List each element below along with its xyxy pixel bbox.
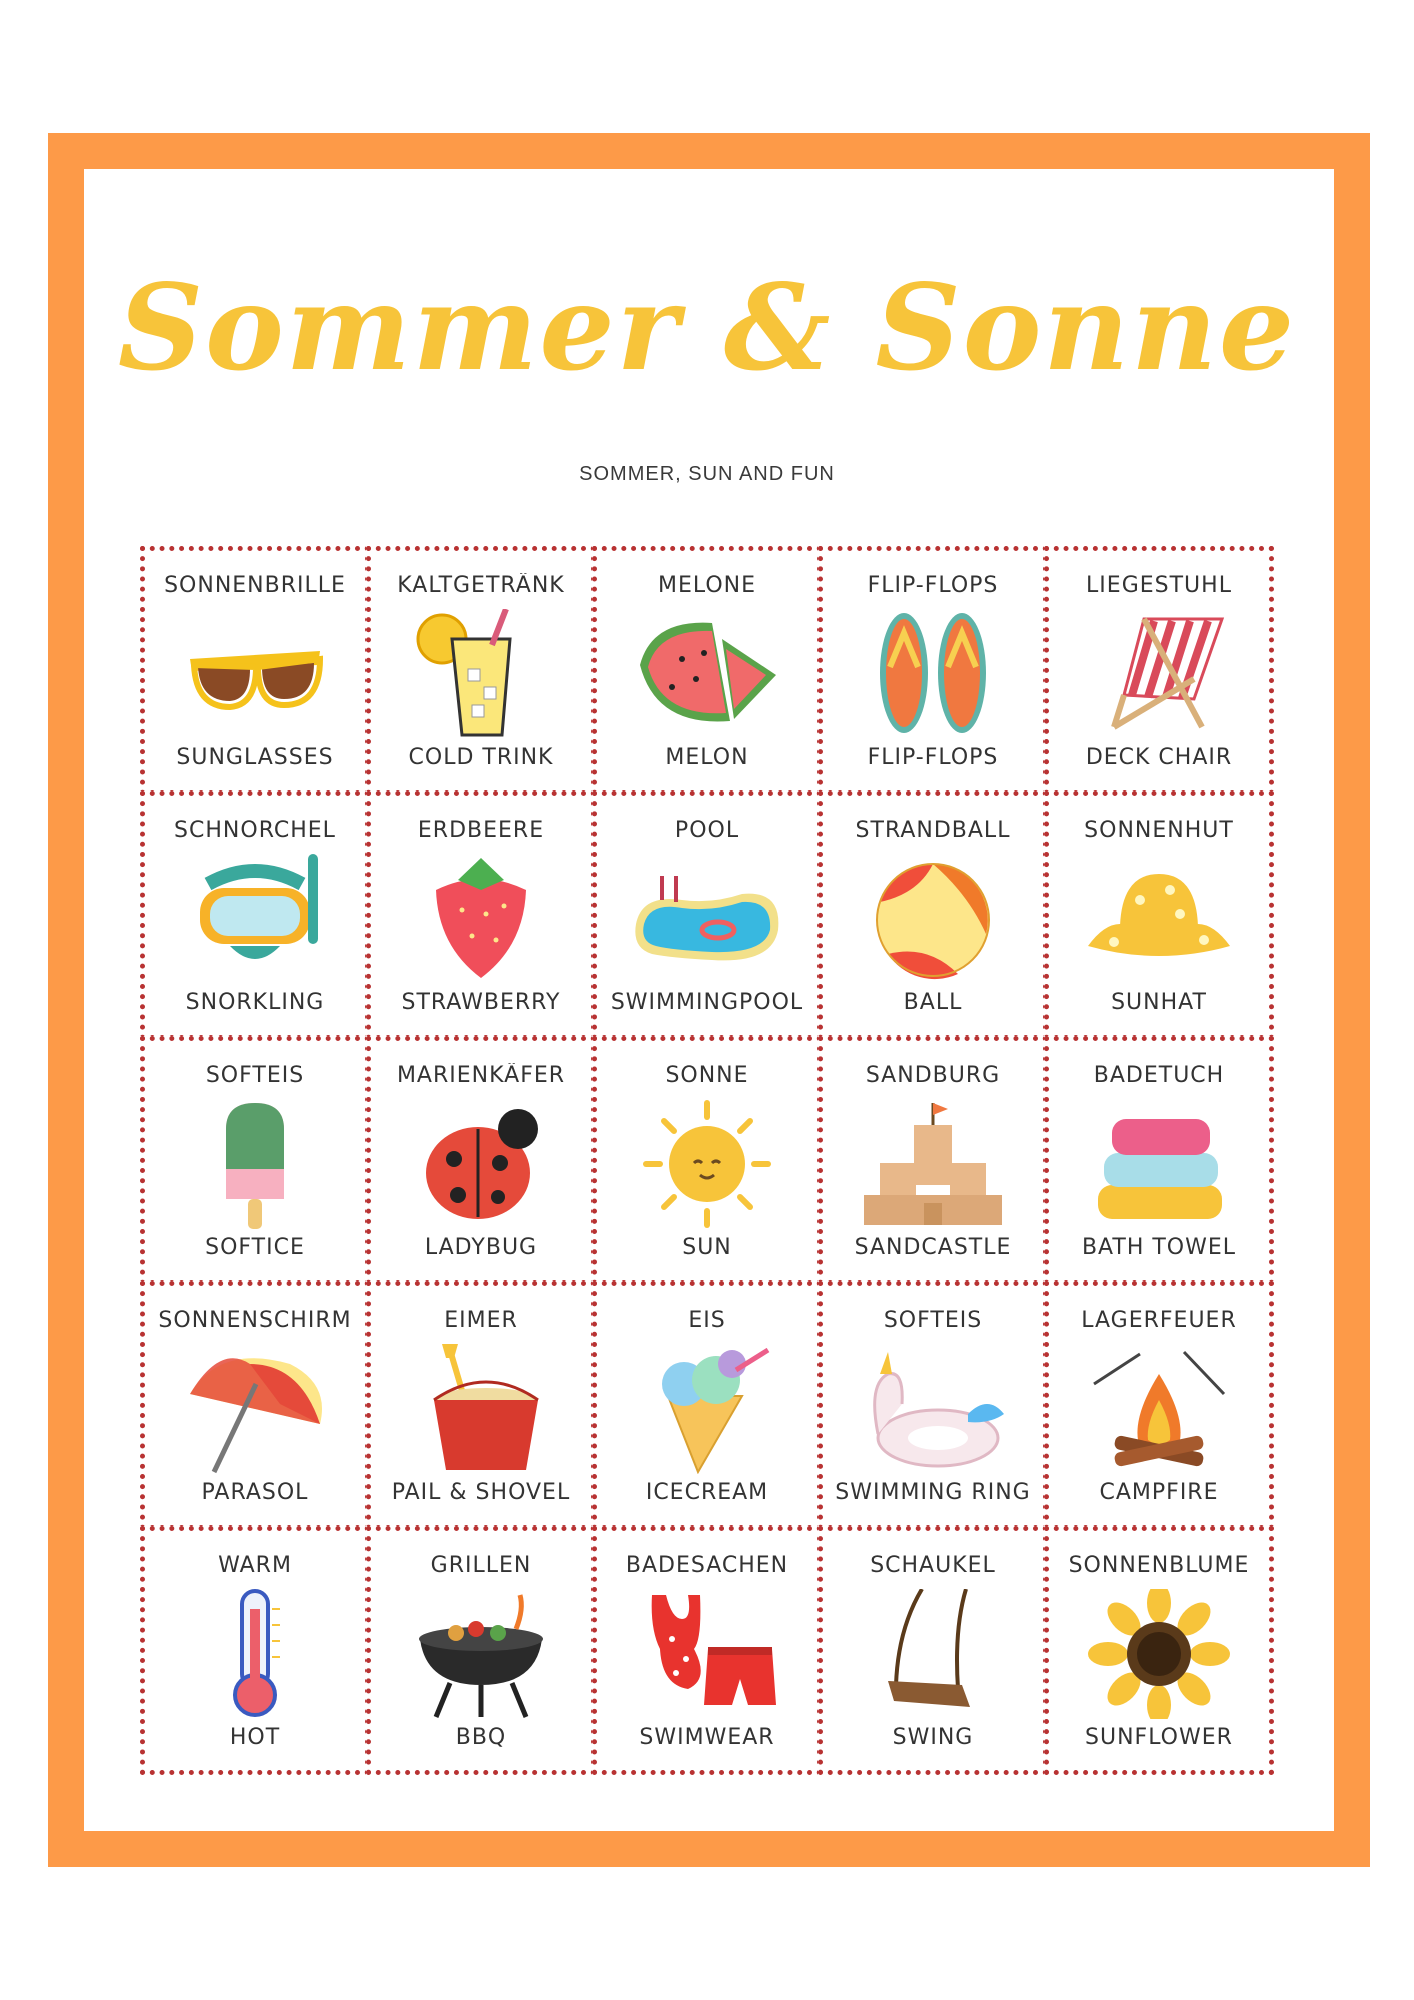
card-label-english: SWIMWEAR bbox=[639, 1725, 775, 1750]
parasol-icon bbox=[180, 1344, 330, 1474]
card-label-english: SWING bbox=[892, 1725, 974, 1750]
card-label-english: SANDCASTLE bbox=[854, 1235, 1012, 1260]
watermelon-icon bbox=[632, 609, 782, 739]
thermometer-icon bbox=[180, 1589, 330, 1719]
unicorn-float-icon bbox=[858, 1344, 1008, 1474]
card-label-german: WARM bbox=[218, 1553, 292, 1578]
card-label-german: SCHNORCHEL bbox=[174, 818, 336, 843]
card-sandcastle bbox=[818, 1036, 1048, 1285]
card-label-english: SUNFLOWER bbox=[1085, 1725, 1233, 1750]
card-campfire bbox=[1044, 1281, 1274, 1530]
card-label-german: STRANDBALL bbox=[855, 818, 1011, 843]
card-sun bbox=[592, 1036, 822, 1285]
card-label-english: FLIP-FLOPS bbox=[867, 745, 999, 770]
card-label-english: DECK CHAIR bbox=[1085, 745, 1233, 770]
card-label-german: BADESACHEN bbox=[625, 1553, 789, 1578]
card-label-german: ERDBEERE bbox=[417, 818, 545, 843]
card-cold-drink bbox=[366, 546, 596, 795]
card-label-german: EIMER bbox=[444, 1308, 518, 1333]
card-label-german: BADETUCH bbox=[1093, 1063, 1225, 1088]
card-label-english: SWIMMINGPOOL bbox=[610, 990, 804, 1015]
card-label-english: LADYBUG bbox=[424, 1235, 538, 1260]
card-label-german: SANDBURG bbox=[865, 1063, 1001, 1088]
card-label-english: SNORKLING bbox=[185, 990, 325, 1015]
sunglasses-icon bbox=[180, 609, 330, 739]
card-label-german: EIS bbox=[688, 1308, 726, 1333]
card-sun-hat bbox=[1044, 791, 1274, 1040]
vocabulary-grid bbox=[142, 548, 1272, 1773]
card-label-english: ICECREAM bbox=[645, 1480, 769, 1505]
card-label-german: FLIP-FLOPS bbox=[867, 573, 999, 598]
swing-icon bbox=[858, 1589, 1008, 1719]
ladybug-icon bbox=[406, 1099, 556, 1229]
card-label-english: SUN bbox=[682, 1235, 732, 1260]
card-label-english: STRAWBERRY bbox=[401, 990, 561, 1015]
sun-hat-icon bbox=[1084, 854, 1234, 984]
card-sunglasses bbox=[140, 546, 370, 795]
card-ladybug bbox=[366, 1036, 596, 1285]
card-label-german: KALTGETRÄNK bbox=[397, 573, 565, 598]
card-melon bbox=[592, 546, 822, 795]
page-subtitle: SOMMER, SUN AND FUN bbox=[579, 463, 835, 485]
card-label-german: MARIENKÄFER bbox=[396, 1063, 566, 1088]
card-label-english: BALL bbox=[903, 990, 963, 1015]
card-label-english: MELON bbox=[665, 745, 749, 770]
card-label-english: COLD TRINK bbox=[408, 745, 554, 770]
card-label-english: PARASOL bbox=[201, 1480, 309, 1505]
deck-chair-icon bbox=[1084, 609, 1234, 739]
card-label-german: SCHAUKEL bbox=[870, 1553, 996, 1578]
card-label-german: POOL bbox=[674, 818, 740, 843]
popsicle-icon bbox=[180, 1099, 330, 1229]
card-label-english: CAMPFIRE bbox=[1099, 1480, 1219, 1505]
card-label-english: SWIMMING RING bbox=[835, 1480, 1031, 1505]
ice-cream-cone-icon bbox=[632, 1344, 782, 1474]
card-deck-chair bbox=[1044, 546, 1274, 795]
towels-icon bbox=[1084, 1099, 1234, 1229]
swimwear-icon bbox=[632, 1589, 782, 1719]
grill-icon bbox=[406, 1589, 556, 1719]
card-thermometer bbox=[140, 1526, 370, 1775]
snorkel-mask-icon bbox=[180, 854, 330, 984]
card-strawberry bbox=[366, 791, 596, 1040]
card-label-german: LAGERFEUER bbox=[1081, 1308, 1237, 1333]
beach-ball-icon bbox=[858, 854, 1008, 984]
card-label-german: SOFTEIS bbox=[883, 1308, 983, 1333]
cold-drink-icon bbox=[406, 609, 556, 739]
strawberry-icon bbox=[406, 854, 556, 984]
card-label-german: SONNENBLUME bbox=[1068, 1553, 1250, 1578]
card-label-english: SUNHAT bbox=[1111, 990, 1207, 1015]
card-label-german: SONNE bbox=[665, 1063, 749, 1088]
card-label-german: SONNENHUT bbox=[1084, 818, 1234, 843]
card-flip-flops bbox=[818, 546, 1048, 795]
flip-flops-icon bbox=[858, 609, 1008, 739]
card-pail-shovel bbox=[366, 1281, 596, 1530]
campfire-icon bbox=[1084, 1344, 1234, 1474]
card-parasol bbox=[140, 1281, 370, 1530]
card-label-english: SOFTICE bbox=[205, 1235, 305, 1260]
card-label-english: PAIL & SHOVEL bbox=[391, 1480, 571, 1505]
sun-icon bbox=[632, 1099, 782, 1229]
card-label-english: BATH TOWEL bbox=[1081, 1235, 1237, 1260]
sandcastle-icon bbox=[858, 1099, 1008, 1229]
card-label-german: MELONE bbox=[657, 573, 757, 598]
card-label-english: HOT bbox=[229, 1725, 281, 1750]
pool-icon bbox=[632, 854, 782, 984]
card-label-german: SOFTEIS bbox=[205, 1063, 305, 1088]
card-ice-cream bbox=[592, 1281, 822, 1530]
card-swing bbox=[818, 1526, 1048, 1775]
card-beach-ball bbox=[818, 791, 1048, 1040]
card-popsicle bbox=[140, 1036, 370, 1285]
card-label-english: BBQ bbox=[455, 1725, 507, 1750]
card-bbq bbox=[366, 1526, 596, 1775]
card-label-english: SUNGLASSES bbox=[176, 745, 334, 770]
card-swimwear bbox=[592, 1526, 822, 1775]
pail-shovel-icon bbox=[406, 1344, 556, 1474]
card-label-german: SONNENSCHIRM bbox=[158, 1308, 352, 1333]
card-bath-towel bbox=[1044, 1036, 1274, 1285]
card-sunflower bbox=[1044, 1526, 1274, 1775]
card-label-german: LIEGESTUHL bbox=[1086, 573, 1232, 598]
card-swimming-ring bbox=[818, 1281, 1048, 1530]
card-label-german: GRILLEN bbox=[430, 1553, 532, 1578]
page-title: Sommer & Sonne bbox=[117, 258, 1297, 397]
card-snorkel bbox=[140, 791, 370, 1040]
sunflower-icon bbox=[1084, 1589, 1234, 1719]
card-label-german: SONNENBRILLE bbox=[164, 573, 346, 598]
card-pool bbox=[592, 791, 822, 1040]
